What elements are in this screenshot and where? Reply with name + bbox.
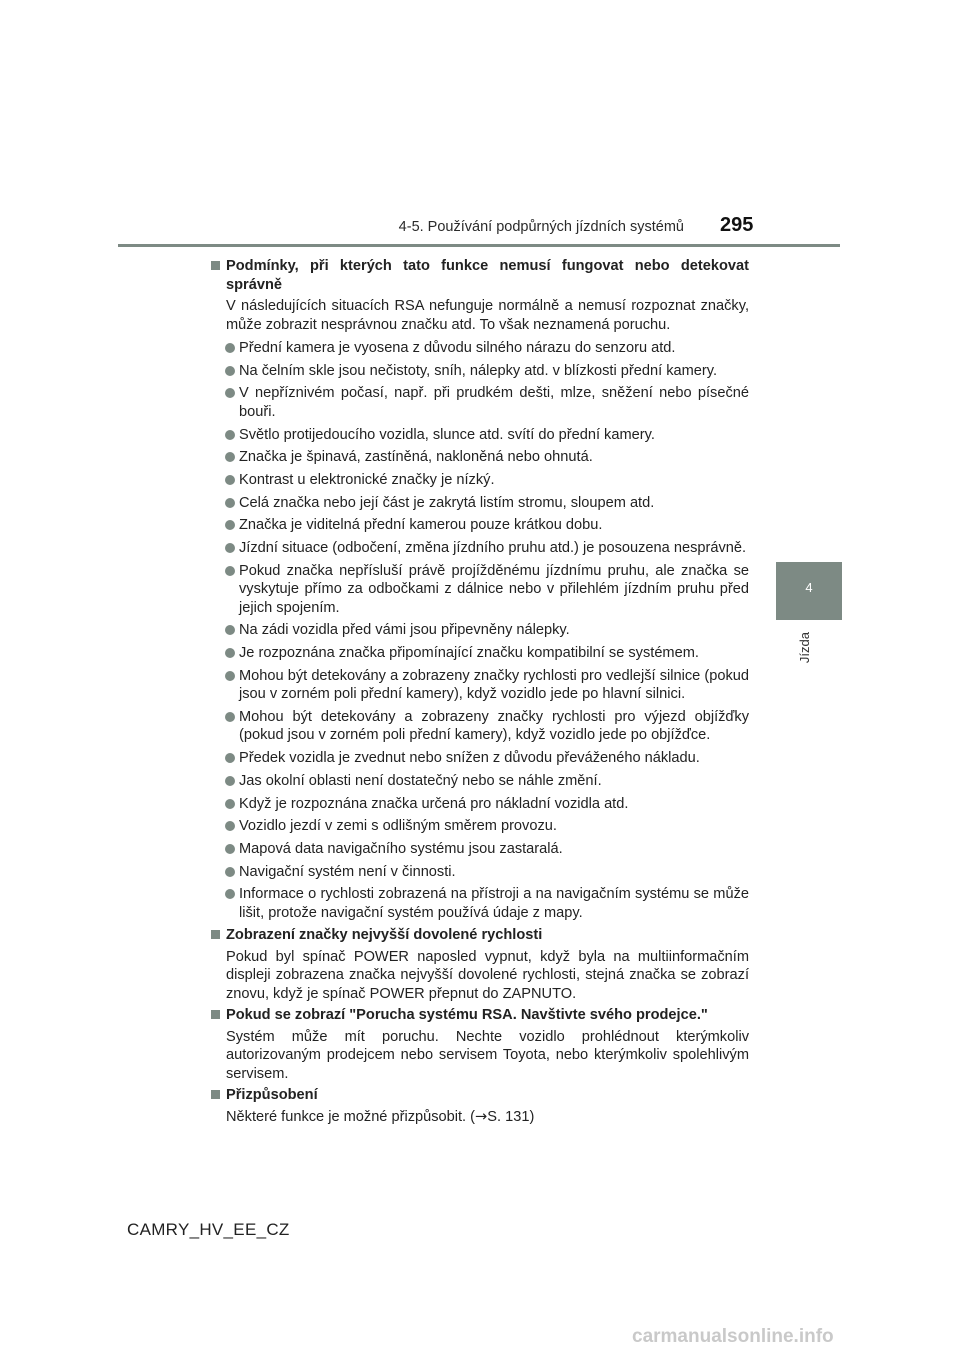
section-conditions	[211, 257, 749, 922]
square-bullet-icon	[211, 1090, 220, 1099]
list-item: Na čelním skle jsou nečistoty, sníh, nálepky atd. v blízkosti přední kamery.	[211, 362, 749, 381]
list-item: Celá značka nebo její část je zakrytá listím stromu, sloupem atd.	[211, 494, 749, 513]
header-divider	[118, 244, 840, 247]
list-item: Kontrast u elektronické značky je nízký.	[211, 471, 749, 490]
section-customization	[211, 1086, 749, 1126]
watermark: carmanualsonline.info	[632, 1326, 834, 1347]
circle-bullet-icon	[225, 889, 235, 899]
section-heading: Podmínky, při kterých tato funkce nemusí fungovat nebo detekovat správně	[211, 257, 749, 294]
circle-bullet-icon	[225, 452, 235, 462]
section-paragraph: Pokud byl spínač POWER naposled vypnut, když byla na multiinformačním displeji zobrazena značka nejvyšší dovolené rychlosti, stejná značka se zobrazí znovu, když je spínač POWER přepnut do ZAPNUTO.	[226, 948, 749, 1002]
list-item: Jas okolní oblasti není dostatečný nebo se náhle změní.	[211, 772, 749, 791]
circle-bullet-icon	[225, 776, 235, 786]
circle-bullet-icon	[225, 799, 235, 809]
circle-bullet-icon	[225, 867, 235, 877]
circle-bullet-icon	[225, 430, 235, 440]
circle-bullet-icon	[225, 388, 235, 398]
conditions-list	[211, 339, 749, 922]
list-item: V nepříznivém počasí, např. při prudkém dešti, mlze, sněžení nebo písečné bouři.	[211, 384, 749, 421]
section-heading: Pokud se zobrazí "Porucha systému RSA. Navštivte svého prodejce."	[211, 1006, 749, 1025]
right-arrow-icon: →	[475, 1107, 488, 1125]
list-item: Je rozpoznána značka připomínající značku kompatibilní se systémem.	[211, 644, 749, 663]
page-reference-link[interactable]: S. 131)	[487, 1108, 535, 1125]
list-item: Když je rozpoznána značka určená pro nákladní vozidla atd.	[211, 795, 749, 814]
list-item: Přední kamera je vyosena z důvodu silného nárazu do senzoru atd.	[211, 339, 749, 358]
square-bullet-icon	[211, 1010, 220, 1019]
list-item: Mapová data navigačního systému jsou zastaralá.	[211, 840, 749, 859]
circle-bullet-icon	[225, 543, 235, 553]
list-item: Značka je viditelná přední kamerou pouze krátkou dobu.	[211, 516, 749, 535]
circle-bullet-icon	[225, 343, 235, 353]
circle-bullet-icon	[225, 520, 235, 530]
circle-bullet-icon	[225, 753, 235, 763]
chapter-label: Jízda	[797, 632, 812, 664]
chapter-number: 4	[805, 580, 813, 595]
circle-bullet-icon	[225, 498, 235, 508]
circle-bullet-icon	[225, 821, 235, 831]
list-item: Na zádi vozidla před vámi jsou připevněny nálepky.	[211, 621, 749, 640]
circle-bullet-icon	[225, 671, 235, 681]
list-item: Mohou být detekovány a zobrazeny značky rychlosti pro vedlejší silnice (pokud jsou v zorném poli přední kamery), když vozidlo jede po hlavní silnici.	[211, 667, 749, 704]
circle-bullet-icon	[225, 625, 235, 635]
list-item: Pokud značka nepřísluší právě projížděnému jízdnímu pruhu, ale značka se vyskytuje přímo za odbočkami z dálnice nebo v přilehlém jízdním pruhu před jejich spojením.	[211, 562, 749, 618]
section-heading: Zobrazení značky nejvyšší dovolené rychlosti	[211, 926, 749, 945]
circle-bullet-icon	[225, 712, 235, 722]
page-number: 295	[720, 214, 754, 236]
section-speed-sign-display	[211, 926, 749, 1003]
circle-bullet-icon	[225, 648, 235, 658]
section-paragraph: Systém může mít poruchu. Nechte vozidlo prohlédnout kterýmkoliv autorizovaným prodejcem nebo servisem Toyota, nebo kterýmkoliv spolehlivým servisem.	[226, 1028, 749, 1082]
circle-bullet-icon	[225, 475, 235, 485]
list-item: Informace o rychlosti zobrazená na přístroji a na navigačním systému se může lišit, protože navigační systém používá údaje z mapy.	[211, 885, 749, 922]
list-item: Vozidlo jezdí v zemi s odlišným směrem provozu.	[211, 817, 749, 836]
page-content	[211, 254, 749, 1126]
list-item: Světlo protijedoucího vozidla, slunce atd. svítí do přední kamery.	[211, 426, 749, 445]
list-item: Značka je špinavá, zastíněná, nakloněná nebo ohnutá.	[211, 448, 749, 467]
list-item: Navigační systém není v činnosti.	[211, 863, 749, 882]
circle-bullet-icon	[225, 366, 235, 376]
section-heading: Přizpůsobení	[211, 1086, 749, 1105]
section-paragraph: V následujících situacích RSA nefunguje normálně a nemusí rozpoznat značky, může zobrazit nesprávnou značku atd. To však neznamená poruchu.	[226, 298, 749, 333]
circle-bullet-icon	[225, 844, 235, 854]
document-code: CAMRY_HV_EE_CZ	[127, 1220, 290, 1239]
list-item: Jízdní situace (odbočení, změna jízdního pruhu atd.) je posouzena nesprávně.	[211, 539, 749, 558]
section-rsa-malfunction	[211, 1006, 749, 1083]
list-item: Předek vozidla je zvednut nebo snížen z důvodu převáženého nákladu.	[211, 749, 749, 768]
circle-bullet-icon	[225, 566, 235, 576]
square-bullet-icon	[211, 930, 220, 939]
section-paragraph: Některé funkce je možné přizpůsobit. (→S. 131)	[226, 1107, 535, 1125]
section-title: 4-5. Používání podpůrných jízdních systémů	[398, 219, 684, 235]
square-bullet-icon	[211, 261, 220, 270]
chapter-tab[interactable]	[776, 562, 842, 620]
list-item: Mohou být detekovány a zobrazeny značky rychlosti pro výjezd objížďky (pokud jsou v zorném poli přední kamery), když vozidlo jede po objížďce.	[211, 708, 749, 745]
